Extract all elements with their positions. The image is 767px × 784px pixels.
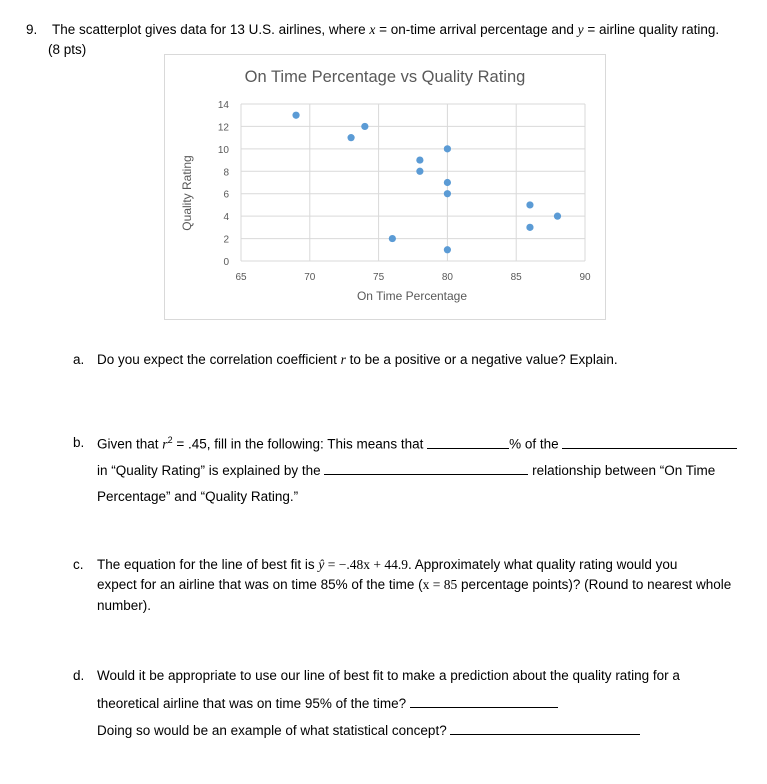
- y-tick-label: 6: [223, 189, 229, 201]
- part-c-line2-suffix: percentage points)? (Round to nearest whole: [457, 577, 732, 592]
- y-axis-label: Quality Rating: [180, 155, 194, 231]
- part-d-line2-text: theoretical airline that was on time 95% of the time?: [97, 696, 410, 711]
- y-tick-label: 8: [223, 167, 229, 179]
- y-variable: y: [577, 22, 584, 37]
- part-b-line3: Percentage” and “Quality Rating.”: [97, 489, 299, 504]
- part-c-label: c.: [73, 557, 84, 572]
- part-c-line2: [97, 577, 731, 593]
- blank-relationship[interactable]: [324, 462, 528, 475]
- part-d-line3-text: Doing so would be an example of what statistical concept?: [97, 723, 451, 738]
- x-equals-85: x = 85: [422, 577, 458, 592]
- question-text-mid1: = on-time arrival percentage and: [375, 22, 578, 37]
- r-squared-exponent: 2: [167, 435, 173, 445]
- part-c-line1-prefix: The equation for the line of best fit is: [97, 557, 319, 572]
- y-tick-label: 12: [217, 122, 229, 134]
- data-point: [416, 168, 423, 175]
- part-a-text: [97, 352, 618, 368]
- x-tick-label: 85: [510, 272, 522, 283]
- y-tick-label: 4: [223, 212, 229, 224]
- part-d-label: d.: [73, 668, 85, 683]
- part-b-line2: [97, 462, 715, 478]
- data-point: [361, 123, 368, 130]
- part-d-line3: [97, 722, 640, 738]
- question-text-mid2: = airline quality rating.: [583, 22, 720, 37]
- r-symbol: r: [340, 352, 346, 367]
- part-c-line1-suffix: . Approximately what quality rating would you: [407, 557, 678, 572]
- question-text-prefix: The scatterplot gives data for 13 U.S. airlines, where: [52, 22, 370, 37]
- data-point: [444, 179, 451, 186]
- blank-appropriate[interactable]: [410, 695, 558, 708]
- part-d-line1: Would it be appropriate to use our line of best fit to make a prediction about the quality rating for a: [97, 668, 680, 683]
- x-axis-label: On Time Percentage: [356, 289, 468, 303]
- data-point: [292, 112, 299, 119]
- blank-concept[interactable]: [450, 722, 640, 735]
- data-points: [292, 112, 561, 254]
- data-point: [526, 224, 533, 231]
- part-a-label: a.: [73, 352, 85, 367]
- x-tick-label: 70: [304, 272, 316, 283]
- scatter-chart: [164, 54, 606, 320]
- part-a-suffix: to be a positive or a negative value? Explain.: [345, 352, 618, 367]
- part-b-percent-of: % of the: [509, 436, 559, 452]
- data-point: [526, 201, 533, 208]
- regression-equation: = −.48x + 44.9: [324, 557, 408, 572]
- part-c-line1: [97, 557, 677, 573]
- part-b-given-suffix: = .45, fill in the following: This means that: [172, 436, 428, 452]
- blank-variation[interactable]: [562, 436, 737, 449]
- part-b-line2-prefix: in “Quality Rating” is explained by the: [97, 463, 325, 478]
- y-tick-label: 2: [223, 234, 229, 246]
- question-text: [52, 22, 719, 38]
- part-a-prefix: Do you expect the correlation coefficient: [97, 352, 341, 367]
- y-hat-symbol: ŷ: [318, 557, 325, 572]
- part-b-line1: [97, 435, 737, 453]
- data-point: [416, 156, 423, 163]
- x-tick-label: 65: [235, 272, 247, 283]
- part-b-given-prefix: Given that: [97, 436, 163, 452]
- data-point: [389, 235, 396, 242]
- part-b-line2-suffix: relationship between “On Time: [528, 463, 716, 478]
- question-number: 9.: [26, 22, 38, 37]
- data-point: [444, 145, 451, 152]
- part-c-line3: number).: [97, 598, 152, 613]
- x-tick-label: 90: [579, 272, 591, 283]
- data-point: [444, 246, 451, 253]
- blank-percent[interactable]: [427, 436, 509, 449]
- scatter-chart-svg: [165, 55, 605, 319]
- data-point: [444, 190, 451, 197]
- grid-lines: [241, 104, 585, 261]
- x-tick-label: 80: [441, 272, 453, 283]
- tick-labels: [218, 100, 591, 283]
- y-tick-label: 0: [223, 257, 229, 268]
- part-c-line2-prefix: expect for an airline that was on time 85% of the time (: [97, 577, 423, 592]
- data-point: [347, 134, 354, 141]
- x-tick-label: 75: [373, 272, 385, 283]
- part-b-label: b.: [73, 435, 85, 450]
- y-tick-label: 10: [217, 144, 229, 156]
- data-point: [554, 213, 561, 220]
- y-tick-label: 14: [217, 100, 229, 111]
- part-d-line2: [97, 695, 558, 711]
- chart-title: On Time Percentage vs Quality Rating: [244, 68, 526, 86]
- r-squared-symbol: r: [162, 436, 168, 452]
- question-points: (8 pts): [48, 42, 87, 57]
- x-variable: x: [369, 22, 376, 37]
